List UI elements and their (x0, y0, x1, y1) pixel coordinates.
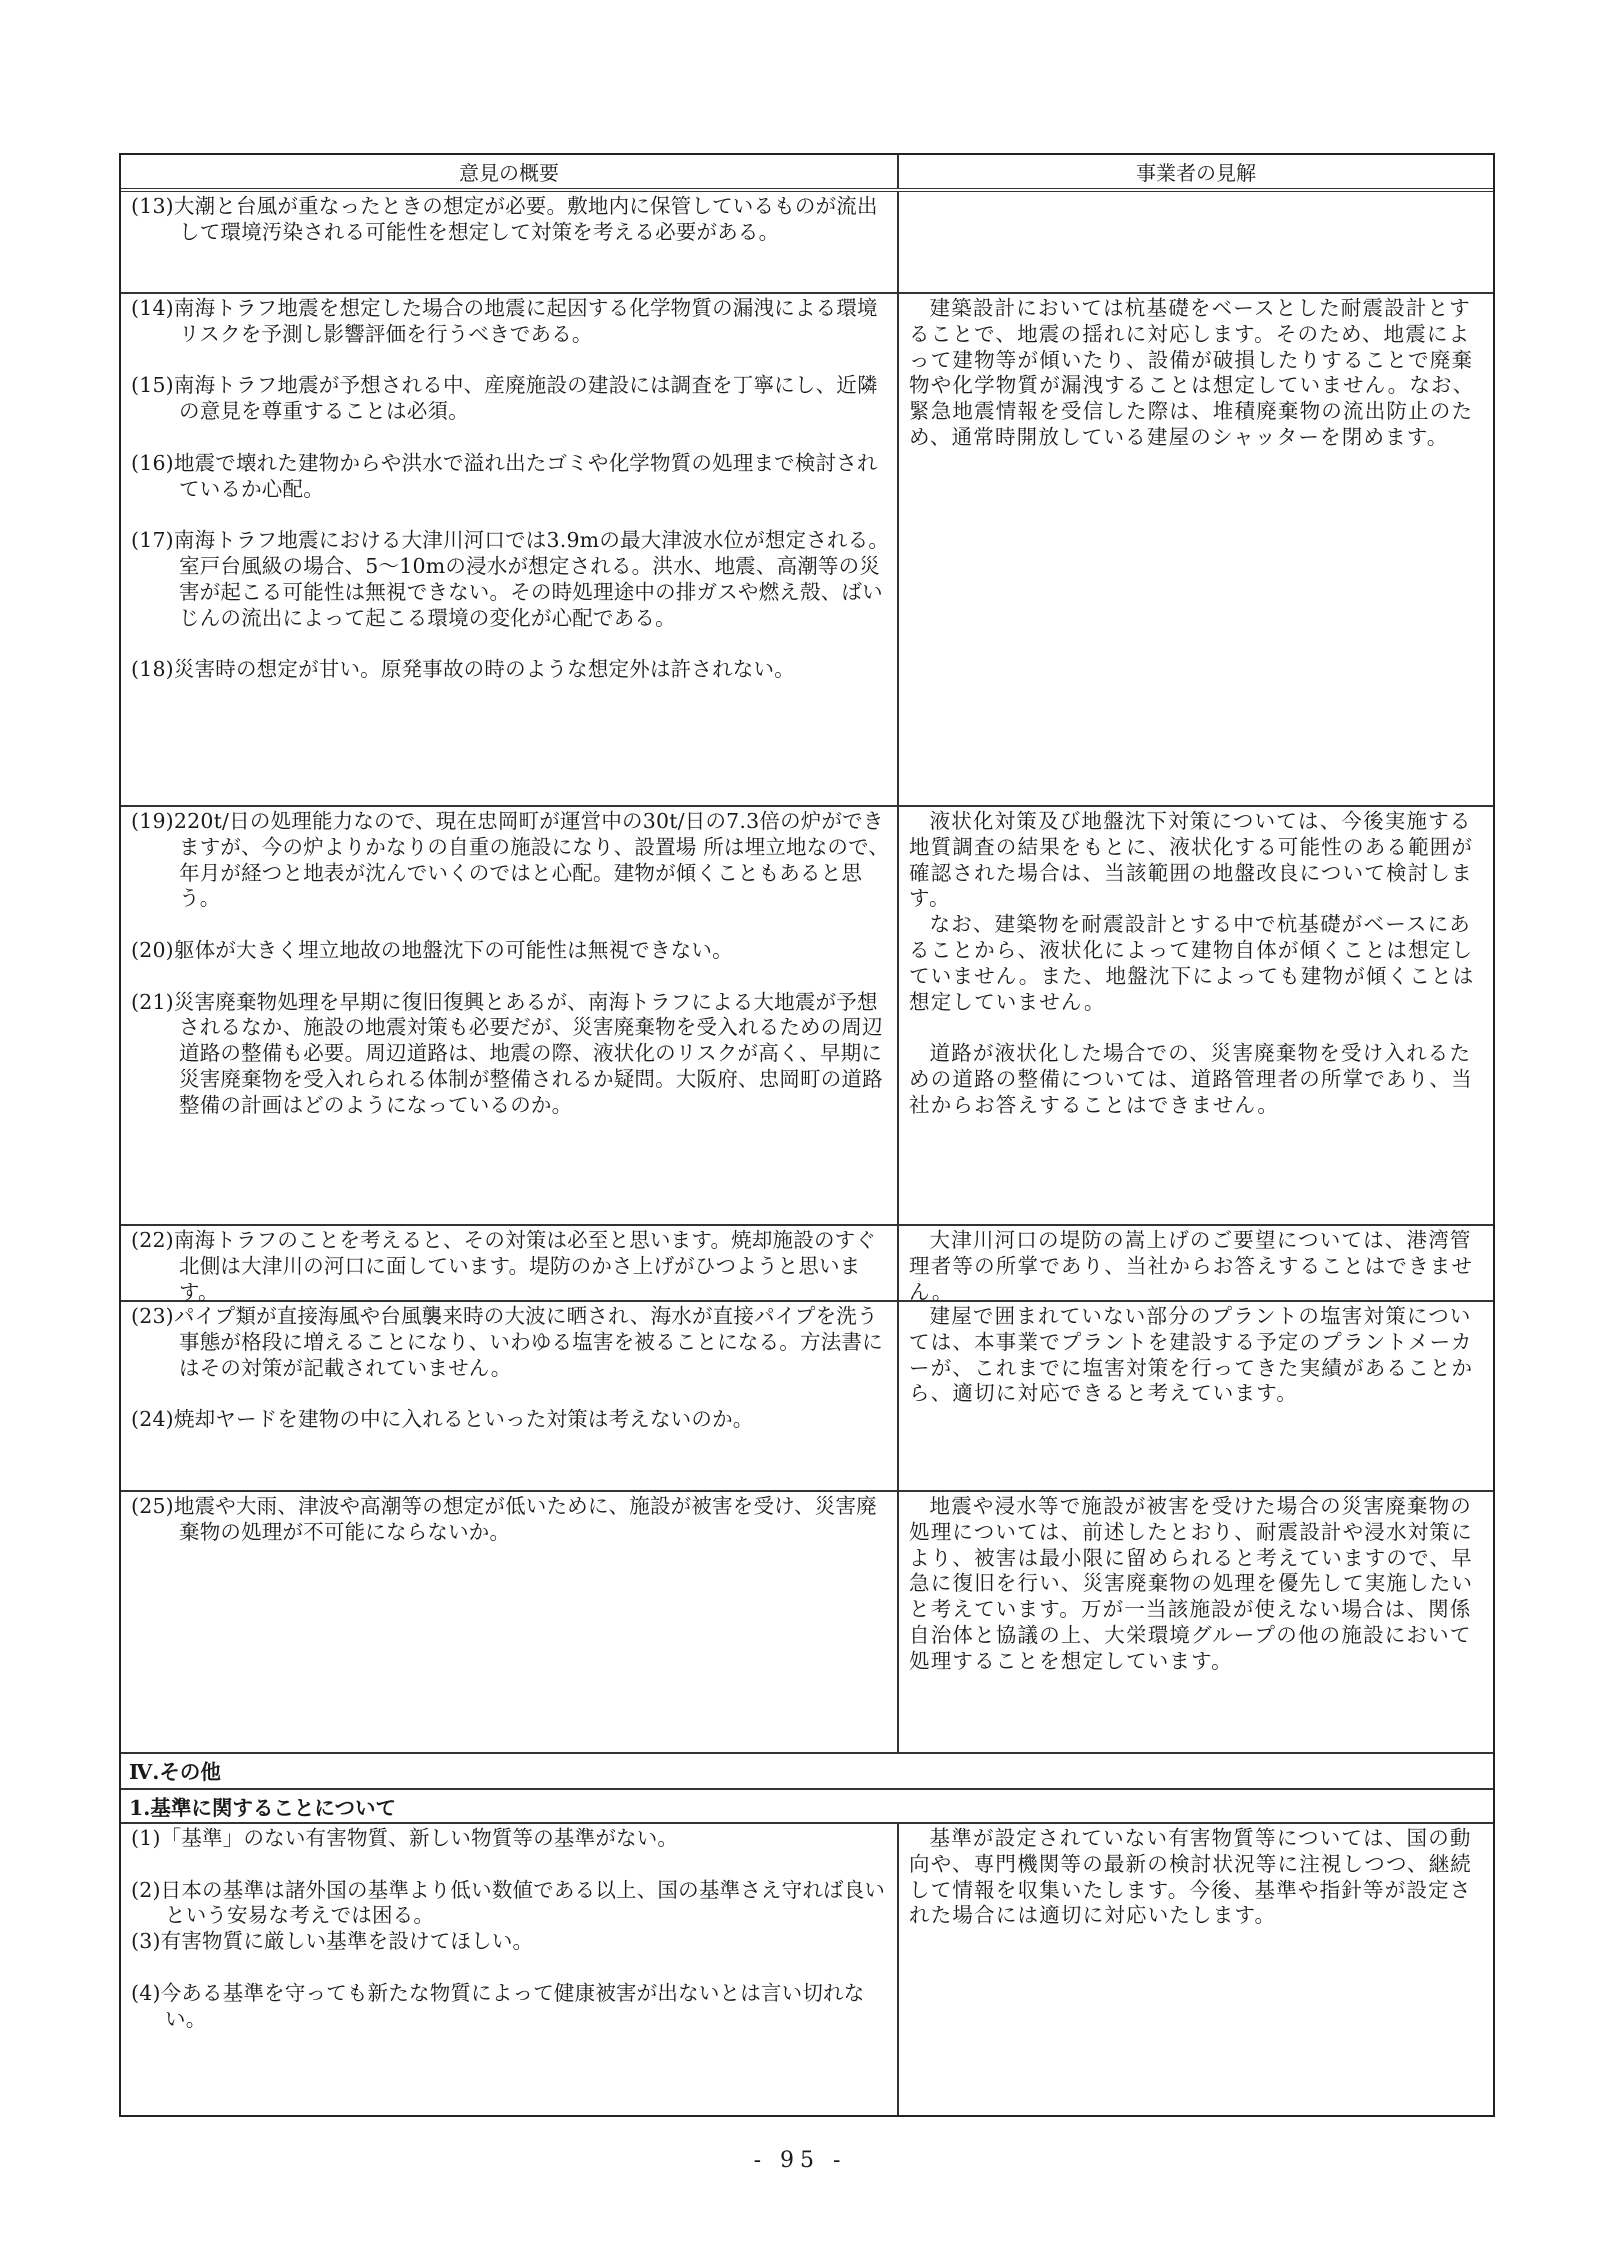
table-row (121, 1490, 1493, 1752)
opinion-item: (20)躯体が大きく埋立地故の地盤沈下の可能性は無視できない。 (131, 937, 733, 962)
opinion-item: (19)220t/日の処理能力なので、現在忠岡町が運営中の30t/日の7.3倍の炉ができますが、今の炉よりかなりの自重の施設になり、設置場 所は埋立地なので、年月が経つと地表が沈んでいくのではと心配。建物が傾くこともあると思う。 (131, 809, 890, 911)
response-cell (899, 192, 1493, 292)
response-cell (899, 294, 1493, 805)
subsection-title: 1.基準に関することについて (129, 1796, 396, 1820)
opinion-item: (21)災害廃棄物処理を早期に復旧復興とあるが、南海トラフによる大地震が予想されるなか、施設の地震対策も必要だが、災害廃棄物を受入れるための周辺道路の整備も必要。周辺道路は、地震の際、液状化のリスクが高く、早期に災害廃棄物を受入れられる体制が整備されるか疑問。大阪府、忠岡町の道路整備の計画はどのようになっているのか。 (131, 989, 883, 1117)
opinion-item: (17)南海トラフ地震における大津川河口では3.9mの最大津波水位が想定される。室戸台風級の場合、5〜10mの浸水が想定される。洪水、地震、高潮等の災害が起こる可能性は無視できない。その時処理途中の排ガスや燃え殻、ばいじんの流出によって起こる環境の変化が心配である。 (131, 528, 890, 630)
response-paragraph: なお、建築物を耐震設計とする中で杭基礎がベースにあることから、液状化によって建物自体が傾くことは想定していません。また、地盤沈下によっても建物が傾くことは想定していません。 (909, 912, 1475, 1014)
opinion-item: (22)南海トラフのことを考えると、その対策は必至と思います。焼却施設のすぐ北側は大津川の河口に面しています。堤防のかさ上げがひつようと思います。 (131, 1228, 877, 1304)
opinion-cell (121, 1302, 899, 1490)
opinion-cell (121, 1824, 899, 2115)
opinion-item: (3)有害物質に厳しい基準を設けてほしい。 (131, 1929, 534, 1954)
response-paragraph: 地震や浸水等で施設が被害を受けた場合の災害廃棄物の処理については、前述したとおり、耐震設計や浸水対策により、被害は最小限に留められると考えていますので、早急に復旧を行い、災害廃棄物の処理を優先して実施したいと考えています。万が一当該施設が使えない場合は、関係自治体と協議の上、大栄環境グループの他の施設において処理することを想定しています。 (909, 1494, 1474, 1673)
opinion-item: (4)今ある基準を守っても新たな物質によって健康被害が出ないとは言い切れない。 (131, 1980, 865, 2031)
response-cell (899, 1492, 1493, 1752)
opinion-cell (121, 294, 899, 805)
section-title: Ⅳ.その他 (129, 1760, 221, 1784)
response-paragraph: 建屋で囲まれていない部分のプラントの塩害対策については、本事業でプラントを建設する予定のプラントメーカーが、これまでに塩害対策を行ってきた実績があることから、適切に対応できると考えています。 (909, 1304, 1474, 1406)
opinion-item: (18)災害時の想定が甘い。原発事故の時のような想定外は許されない。 (131, 657, 795, 682)
table-header-row (121, 155, 1493, 192)
response-cell (899, 1226, 1493, 1304)
header-operator-view: 事業者の見解 (1136, 161, 1256, 185)
section-heading-row (121, 1752, 1493, 1788)
section-heading (121, 1754, 1493, 1788)
opinion-cell (121, 192, 899, 292)
opinion-item: (2)日本の基準は諸外国の基準より低い数値である以上、国の基準さえ守れば良いという安易な考えでは困る。 (131, 1877, 886, 1928)
opinion-item: (14)南海トラフ地震を想定した場合の地震に起因する化学物質の漏洩による環境リスクを予測し影響評価を行うべきである。 (131, 296, 878, 346)
opinion-cell (121, 1226, 899, 1304)
opinion-item: (15)南海トラフ地震が予想される中、産廃施設の建設には調査を丁寧にし、近隣の意見を尊重することは必須。 (131, 373, 878, 424)
opinion-item: (16)地震で壊れた建物からや洪水で溢れ出たゴミや化学物質の処理まで検討されているか心配。 (131, 450, 878, 501)
opinion-cell (121, 807, 899, 1224)
opinion-item: (25)地震や大雨、津波や高潮等の想定が低いために、施設が被害を受け、災害廃棄物の処理が不可能にならないか。 (131, 1494, 877, 1544)
opinion-item: (13)大潮と台風が重なったときの想定が必要。敷地内に保管しているものが流出して環境汚染される可能性を想定して対策を考える必要がある。 (131, 194, 878, 244)
table-row (121, 1300, 1493, 1490)
opinion-item: (23)パイプ類が直接海風や台風襲来時の大波に晒され、海水が直接パイプを洗う事態が格段に増えることになり、いわゆる塩害を被ることになる。方法書にはその対策が記載されていません。 (131, 1304, 883, 1380)
table-row (121, 192, 1493, 292)
opinion-item: (1)「基準」のない有害物質、新しい物質等の基準がない。 (131, 1826, 679, 1850)
response-paragraph: 大津川河口の堤防の嵩上げのご要望については、港湾管理者等の所掌であり、当社からお答えすることはできません。 (909, 1228, 1474, 1304)
page-number: - 95 - (753, 2148, 847, 2173)
response-cell (899, 1824, 1493, 2115)
response-cell (899, 807, 1493, 1224)
response-paragraph: 液状化対策及び地盤沈下対策については、今後実施する地質調査の結果をもとに、液状化する可能性のある範囲が確認された場合は、当該範囲の地盤改良について検討します。 (909, 809, 1474, 911)
opinion-response-table (119, 153, 1495, 2117)
opinion-cell (121, 1492, 899, 1752)
subsection-heading-row (121, 1788, 1493, 1822)
table-row (121, 805, 1493, 1224)
table-row (121, 1822, 1493, 2115)
response-cell (899, 1302, 1493, 1490)
response-paragraph: 基準が設定されていない有害物質等については、国の動向や、専門機関等の最新の検討状況等に注視しつつ、継続して情報を収集いたします。今後、基準や指針等が設定された場合には適切に対応いたします。 (909, 1826, 1472, 1928)
table-row (121, 292, 1493, 805)
subsection-heading (121, 1790, 1493, 1822)
response-paragraph: 道路が液状化した場合での、災害廃棄物を受け入れるための道路の整備については、道路管理者の所掌であり、当社からお答えすることはできません。 (909, 1041, 1473, 1117)
header-opinion-summary: 意見の概要 (121, 155, 899, 188)
opinion-item: (24)焼却ヤードを建物の中に入れるといった対策は考えないのか。 (131, 1407, 754, 1432)
response-paragraph: 建築設計においては杭基礎をベースとした耐震設計とすることで、地震の揺れに対応します。そのため、地震によって建物等が傾いたり、設備が破損したりすることで廃棄物や化学物質が漏洩することは想定していません。なお、緊急地震情報を受信した際は、堆積廃棄物の流出防止のため、通常時開放している建屋のシャッターを閉めます。 (909, 296, 1475, 449)
table-row (121, 1224, 1493, 1304)
